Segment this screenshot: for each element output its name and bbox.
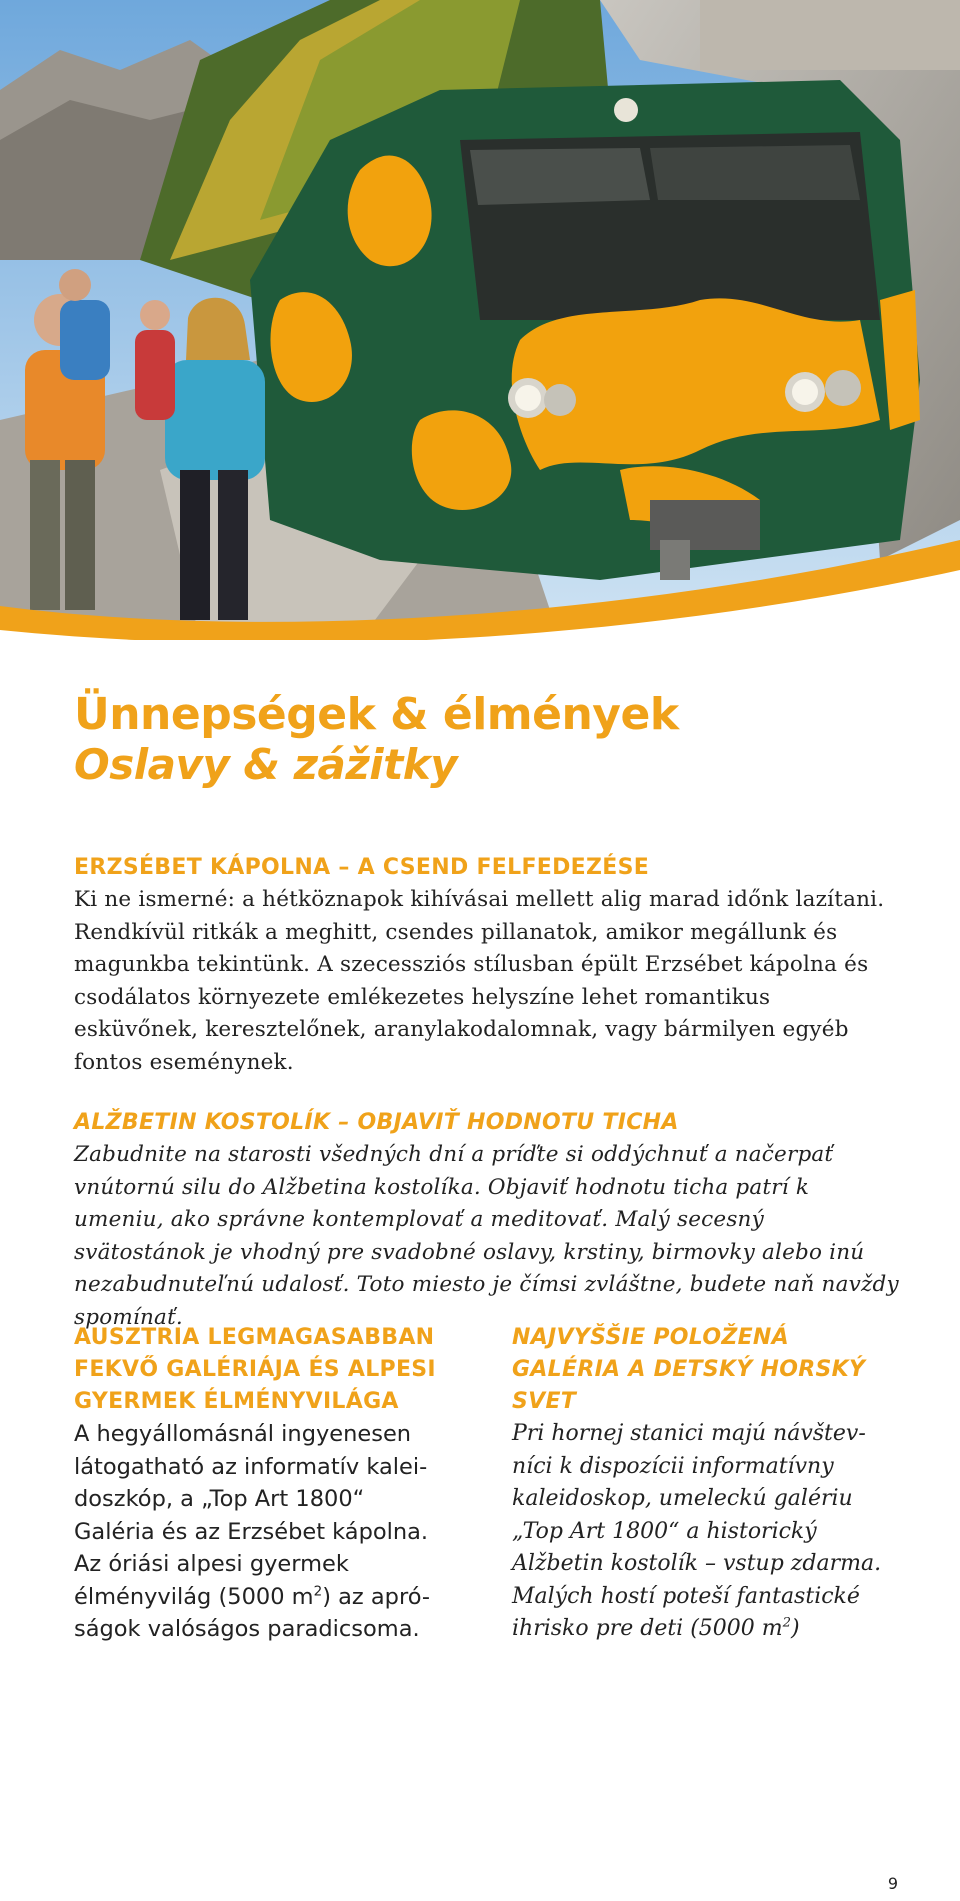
section-heading: ERZSÉBET KÁPOLNA – A CSEND FELFEDEZÉSE <box>74 855 650 880</box>
section-heading: ALŽBETIN KOSTOLÍK – OBJAVIŤ HODNOTU TICHA <box>74 1110 679 1135</box>
column-body-line: ihrisko pre deti (5000 m <box>512 1616 783 1641</box>
column-heading-line: NAJVYŠŠIE POLOŽENÁ <box>512 1325 789 1350</box>
hero-photo <box>0 0 960 640</box>
page-title-hungarian: Ünnepségek & élmények <box>74 689 679 740</box>
column-body-line: Alžbetin kostolík – vstup zdarma. <box>512 1551 882 1576</box>
section-body: Zabudnite na starosti všedných dní a príďte si oddýchnuť a načerpať vnútornú silu do Alžbetina kostolíka. Objaviť hodnotu ticha patrí k umeniu, ako správne kontemplovať a meditovať. Malý secesný svätostánok je vhodný pre svadobné oslavy, krstiny, birmovky alebo inú nezabudnuteľnú udalosť. Toto miesto je čímsi zvláštne, budete naň navždy spomínať. <box>74 1142 899 1330</box>
column-heading-line: FEKVŐ GALÉRIÁJA ÉS ALPESI <box>74 1357 436 1382</box>
column-body-line: kaleidoskop, umeleckú galériu <box>512 1486 853 1511</box>
column-body-line: ) az apró- <box>322 1583 430 1610</box>
column-body <box>74 1418 462 1646</box>
section-alzbetin-kostolik <box>74 1107 900 1334</box>
column-body-line: Malých hostí poteší fantastické <box>512 1583 860 1609</box>
column-body-line: Pri hornej stanici majú návštev- <box>512 1421 866 1446</box>
main-content <box>74 690 900 1334</box>
column-heading-line: GYERMEK ÉLMÉNYVILÁGA <box>74 1389 399 1414</box>
column-body-line: A hegyállomásnál ingyenesen <box>74 1421 412 1447</box>
column-heading-line: SVET <box>512 1389 577 1414</box>
column-body-line: ságok valóságos paradicsoma. <box>74 1616 420 1642</box>
column-slovak <box>512 1322 900 1646</box>
superscript-two: 2 <box>313 1583 323 1599</box>
column-body-line: ) <box>791 1616 800 1641</box>
section-erzsebet-kapolna <box>74 852 900 1079</box>
column-body-line: látogatható az informatív kalei- <box>74 1453 428 1480</box>
column-body-line: Galéria és az Erzsébet kápolna. <box>74 1518 429 1545</box>
two-column-section <box>74 1322 900 1646</box>
column-heading-line: GALÉRIA A DETSKÝ HORSKÝ <box>512 1357 866 1382</box>
column-body-line: doszkóp, a „Top Art 1800“ <box>74 1486 365 1512</box>
column-heading <box>74 1322 462 1418</box>
column-body-line: élményvilág (5000 m <box>74 1583 314 1610</box>
train-photo-illustration <box>0 0 960 640</box>
superscript-two: 2 <box>782 1615 792 1631</box>
column-heading-line: AUSZTRIA LEGMAGASABBAN <box>74 1325 435 1350</box>
column-body <box>512 1418 900 1646</box>
column-hungarian <box>74 1322 462 1646</box>
column-body-line: Az óriási alpesi gyermek <box>74 1551 349 1577</box>
column-heading <box>512 1322 900 1418</box>
page-title-slovak: Oslavy & zážitky <box>74 740 458 789</box>
column-body-line: níci k dispozícii informatívny <box>512 1453 834 1479</box>
page-number: 9 <box>887 1874 898 1893</box>
section-body: Ki ne ismerné: a hétköznapok kihívásai mellett alig marad időnk lazítani. Rendkívül ritkák a meghitt, csendes pillanatok, amikor megállunk és magunkba tekintünk. A szecessziós stílusban épült Erzsébet kápolna és csodálatos környezete emlékezetes helyszíne lehet romantikus esküvőnek, keresztelőnek, aranylakodalomnak, vagy bármilyen egyéb fontos eseménynek. <box>74 887 885 1075</box>
column-body-line: „Top Art 1800“ a historický <box>512 1518 817 1544</box>
